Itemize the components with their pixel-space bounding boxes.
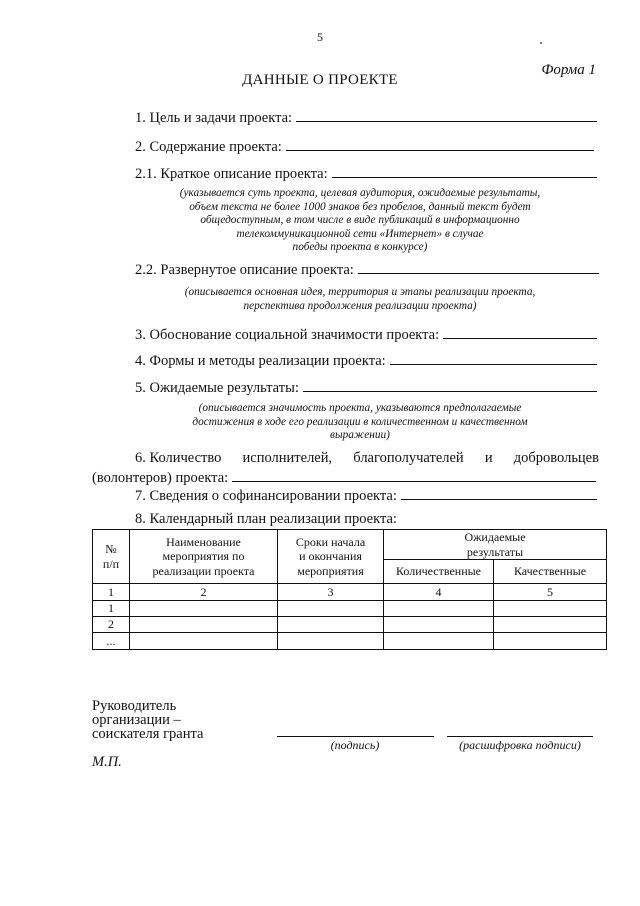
signature-decode-caption: (расшифровка подписи): [459, 738, 581, 752]
signature-decode-line: [447, 736, 593, 737]
table-cell: [130, 601, 278, 617]
page-title: ДАННЫЕ О ПРОЕКТЕ: [242, 72, 398, 88]
signer-line: соискателя гранта: [92, 726, 204, 742]
table-row: [93, 633, 607, 650]
table-cell: [278, 633, 384, 650]
page-number: 5: [317, 30, 323, 44]
methods-fill-line: [390, 350, 597, 365]
note-line: достижения в ходе его реализации в количественном и качественном: [192, 415, 528, 428]
item-people-label: (волонтеров) проекта:: [92, 470, 229, 486]
content-fill-line: [286, 136, 594, 151]
calendar-plan-table: [92, 529, 607, 650]
item-goal: [135, 107, 597, 127]
header-dates: Сроки начала и окончания мероприятия: [278, 530, 384, 584]
signer-line: организации –: [92, 712, 181, 728]
item-short-label: 2.1. Краткое описание проекта:: [135, 166, 328, 182]
goal-fill-line: [296, 107, 597, 122]
scan-speck: [540, 42, 542, 44]
people-word: благополучателей: [353, 450, 464, 466]
header-qualitative: Качественные: [494, 560, 607, 584]
detailed-description-note: [140, 286, 580, 313]
signature-line: [277, 736, 434, 737]
form-label: Форма 1: [541, 62, 596, 78]
note-line: (указывается суть проекта, целевая аудитория, ожидаемые результаты,: [179, 187, 541, 199]
table-cell: [384, 633, 494, 650]
note-line: общедоступным, в том числе в виде публикаций в информационно: [200, 214, 520, 227]
item-detailed-label: 2.2. Развернутое описание проекта:: [135, 262, 354, 278]
table-cell: 5: [494, 584, 607, 601]
note-line: объем текста не более 1000 знаков без пробелов, данный текст будет: [189, 200, 531, 213]
item-short: [135, 163, 597, 183]
table-cell: 4: [384, 584, 494, 601]
people-word: исполнителей,: [242, 450, 333, 466]
item-results-label: 5. Ожидаемые результаты:: [135, 380, 299, 396]
note-line: победы проекта в конкурсе): [292, 241, 428, 254]
results-note: [140, 402, 580, 443]
note-line: выражении): [330, 429, 390, 442]
item-results: [135, 377, 597, 397]
item-methods: [135, 350, 597, 370]
table-cell: [130, 617, 278, 633]
table-cell: 1: [93, 601, 130, 617]
table-cell: [494, 633, 607, 650]
table-row: [93, 601, 607, 617]
results-fill-line: [303, 377, 597, 392]
table-cell: [278, 617, 384, 633]
item-people-line1: [135, 450, 599, 467]
table-cell: [278, 601, 384, 617]
table-row: [93, 617, 607, 633]
cofinancing-fill-line: [401, 485, 597, 500]
header-number: № п/п: [93, 530, 130, 584]
item-plan: [135, 511, 397, 528]
table-cell: 2: [130, 584, 278, 601]
note-line: перспектива продолжения реализации проекта): [243, 299, 477, 312]
table-cell: [130, 633, 278, 650]
short-description-note: [140, 187, 580, 255]
note-line: (описывается значимость проекта, указываются предполагаемые: [198, 402, 522, 414]
item-cofinancing: [135, 485, 597, 505]
item-social-label: 3. Обоснование социальной значимости проекта:: [135, 327, 440, 343]
table-cell: [494, 617, 607, 633]
header-quantitative: Количественные: [384, 560, 494, 584]
signature-caption: (подпись): [330, 738, 380, 752]
note-line: телекоммуникационной сети «Интернет» в случае: [236, 227, 484, 240]
item-people-line2: [92, 467, 596, 487]
header-expected-results: Ожидаемые результаты: [384, 530, 607, 560]
short-fill-line: [332, 163, 597, 178]
item-social: [135, 324, 597, 344]
table-cell: 2: [93, 617, 130, 633]
table-cell: [384, 617, 494, 633]
table-numbering-row: [93, 584, 607, 601]
item-content-label: 2. Содержание проекта:: [135, 139, 282, 155]
stamp-place-label: М.П.: [92, 754, 122, 770]
social-fill-line: [443, 324, 597, 339]
people-word: и: [484, 450, 493, 466]
table-cell: ...: [93, 633, 130, 650]
item-detailed: [135, 259, 599, 279]
table-cell: [494, 601, 607, 617]
detailed-fill-line: [358, 259, 599, 274]
signer-line: Руководитель: [92, 698, 177, 714]
people-word: 6. Количество: [135, 450, 222, 466]
item-plan-label: 8. Календарный план реализации проекта:: [135, 511, 397, 527]
table-cell: 1: [93, 584, 130, 601]
signer-block: [92, 699, 203, 741]
item-cofinancing-label: 7. Сведения о софинансировании проекта:: [135, 488, 397, 504]
people-word: добровольцев: [513, 450, 599, 466]
people-fill-line: [232, 467, 596, 482]
table-cell: [384, 601, 494, 617]
item-goal-label: 1. Цель и задачи проекта:: [135, 110, 293, 126]
item-methods-label: 4. Формы и методы реализации проекта:: [135, 353, 386, 369]
item-content: [135, 136, 594, 156]
note-line: (описывается основная идея, территория и этапы реализации проекта,: [184, 286, 536, 298]
table-cell: 3: [278, 584, 384, 601]
header-event-name: Наименование мероприятия по реализации проекта: [130, 530, 278, 584]
table-header-row: [93, 530, 607, 560]
